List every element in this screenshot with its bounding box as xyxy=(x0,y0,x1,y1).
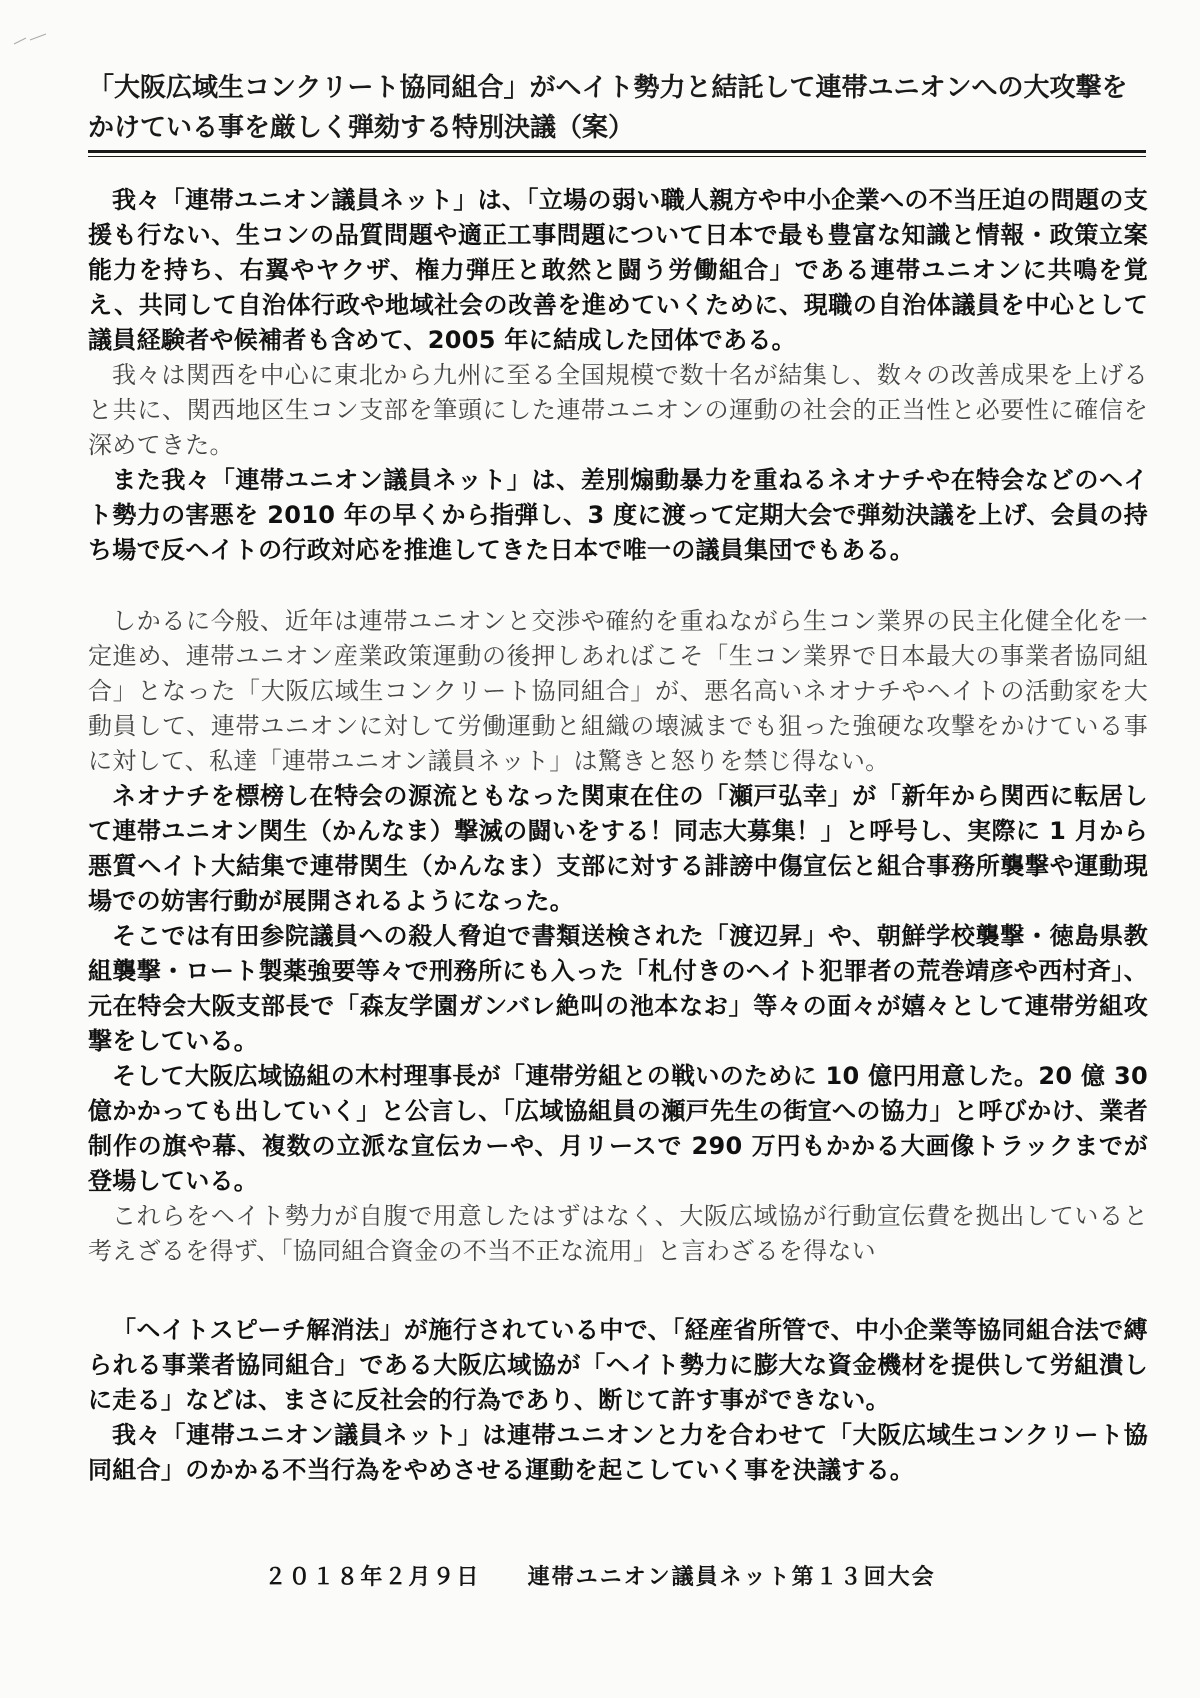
paragraph-seto: ネオナチを標榜し在特会の源流ともなった関東在住の「瀬戸弘幸」が「新年から関西に転居して連帯ユニオン関生（かんなま）撃滅の闘いをする！同志大募集！」と呼号し、実際に 1 月から悪質ヘイト大結集で連帯関生（かんなま）支部に対する誹謗中傷宣伝と組合事務所襲撃や運動現場での妨害行動が展開されるようになった。 xyxy=(88,782,1148,915)
footer-date: ２０１８年２月９日 xyxy=(264,1565,481,1590)
title-rule-thin xyxy=(88,156,1146,157)
paragraph-anti-hate: また我々「連帯ユニオン議員ネット」は、差別煽動暴力を重ねるネオナチや在特会などのヘイト勢力の害悪を 2010 年の早くから指弾し、3 度に渡って定期大会で弾劾決議を上げ、会員の持ち場で反ヘイトの行政対応を推進してきた日本で唯一の議員集団でもある。 xyxy=(88,466,1148,564)
paragraph-hate-speech-law: 「ヘイトスピーチ解消法」が施行されている中で、「経産省所管で、中小企業等協同組合法で縛られる事業者協同組合」である大阪広域協が「ヘイト勢力に膨大な資金機材を提供して労組潰しに走る」などは、まさに反社会的行為であり、断じて許す事ができない。 xyxy=(88,1316,1148,1414)
title-rule xyxy=(88,150,1146,153)
paragraph-activities: 我々は関西を中心に東北から九州に至る全国規模で数十名が結集し、数々の改善成果を上げると共に、関西地区生コン支部を筆頭にした連帯ユニオンの運動の社会的正当性と必要性に確信を深めてきた。 xyxy=(88,361,1148,459)
paragraph-members: そこでは有田参院議員への殺人脅迫で書類送検された「渡辺昇」や、朝鮮学校襲撃・徳島県教組襲撃・ロート製薬強要等々で刑務所にも入った「札付きのヘイト犯罪者の荒巻靖彦や西村斉」、元在特会大阪支部長で「森友学園ガンバレ絶叫の池本なお」等々の面々が嬉々として連帯労組攻撃をしている。 xyxy=(88,922,1148,1055)
document-footer xyxy=(0,1560,1200,1591)
paragraph-funding: そして大阪広域協組の木村理事長が「連帯労組との戦いのために 10 億円用意した。20 億 30 億かかっても出していく」と公言し、「広域協組員の瀬戸先生の街宣への協力」と呼びかけ、業者制作の旗や幕、複数の立派な宣伝カーや、月リースで 290 万円もかかる大画像トラックまでが登場している。 xyxy=(88,1062,1148,1195)
paragraph-misuse: これらをヘイト勢力が自腹で用意したはずはなく、大阪広域協が行動宣伝費を拠出していると考えざるを得ず、「協同組合資金の不当不正な流用」と言わざるを得ない xyxy=(88,1202,1148,1265)
paragraph-attack: しかるに今般、近年は連帯ユニオンと交渉や確約を重ねながら生コン業界の民主化健全化を一定進め、連帯ユニオン産業政策運動の後押しあればこそ「生コン業界で日本最大の事業者協同組合」となった「大阪広域生コンクリート協同組合」が、悪名高いネオナチやヘイトの活動家を大動員して、連帯ユニオンに対して労働運動と組織の壊滅までも狙った強硬な攻撃をかけている事に対して、私達「連帯ユニオン議員ネット」は驚きと怒りを禁じ得ない。 xyxy=(88,607,1148,775)
document-title: 「大阪広域生コンクリート協同組合」がヘイト勢力と結託して連帯ユニオンへの大攻撃をかけている事を厳しく弾劾する特別決議（案） xyxy=(88,73,1128,143)
footer-organization: 連帯ユニオン議員ネット第１３回大会 xyxy=(527,1565,936,1590)
document-body xyxy=(88,183,1148,1488)
scan-mark xyxy=(12,30,52,50)
paragraph-gap xyxy=(88,1269,1148,1313)
paragraph-resolution: 我々「連帯ユニオン議員ネット」は連帯ユニオンと力を合わせて「大阪広域生コンクリート協同組合」のかかる不当行為をやめさせる運動を起こしていく事を決議する。 xyxy=(88,1421,1148,1484)
paragraph-founding: 我々「連帯ユニオン議員ネット」は、「立場の弱い職人親方や中小企業への不当圧迫の問題の支援も行ない、生コンの品質問題や適正工事問題について日本で最も豊富な知識と情報・政策立案能力を持ち、右翼やヤクザ、権力弾圧と敢然と闘う労働組合」である連帯ユニオンに共鳴を覚え、共同して自治体行政や地域社会の改善を進めていくために、現職の自治体議員を中心として議員経験者や候補者も含めて、2005 年に結成した団体である。 xyxy=(88,186,1148,354)
paragraph-gap xyxy=(88,568,1148,604)
